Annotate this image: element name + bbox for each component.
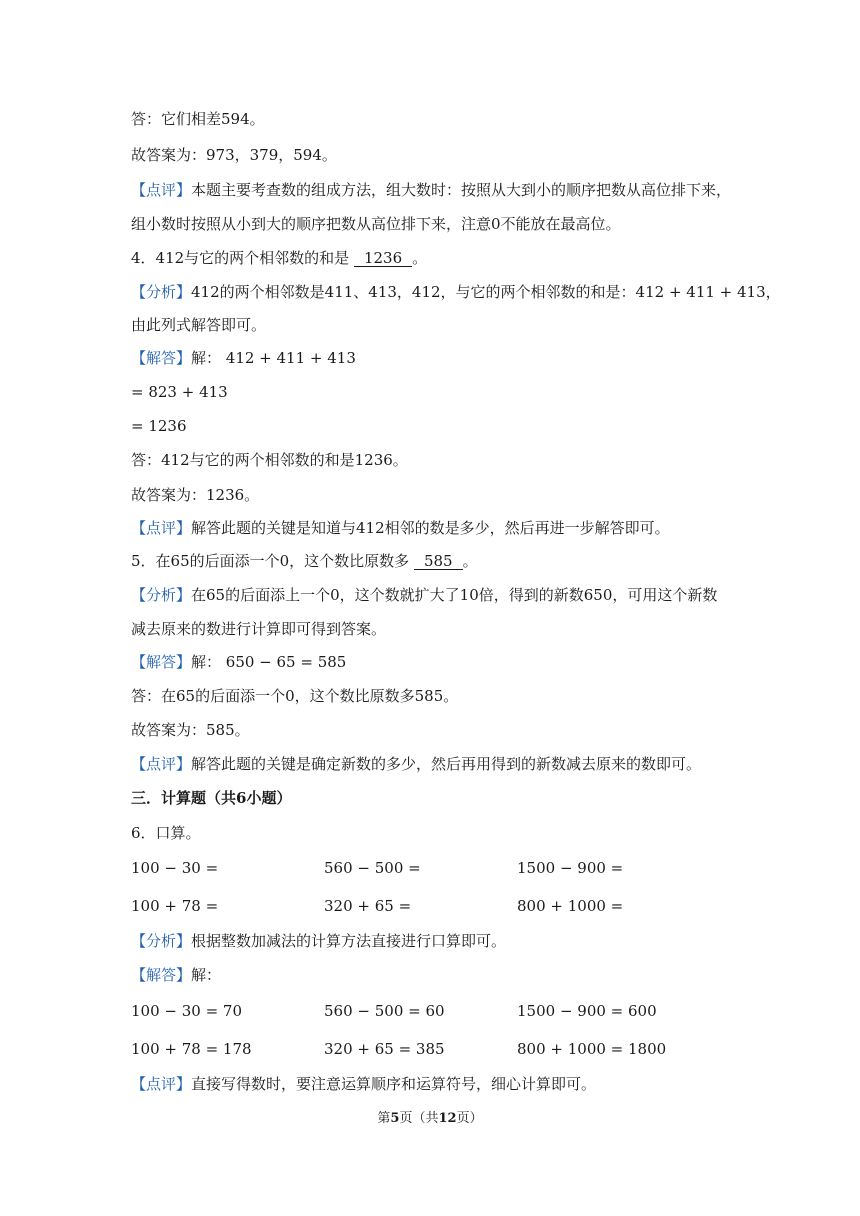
comment-tag: 【点评】 — [131, 755, 192, 773]
analysis-tag: 【分析】 — [131, 283, 192, 301]
comment-text: 解答此题的关键是确定新数的多少，然后再用得到的新数减去原来的数即可。 — [191, 755, 702, 773]
analysis-line — [131, 585, 717, 605]
analysis-text: 在65的后面添上一个0，这个数就扩大了10倍，得到的新数650，可用这个新数 — [191, 586, 718, 604]
comment-text: 解答此题的关键是知道与412相邻的数是多少，然后再进一步解答即可。 — [191, 519, 670, 537]
analysis-tag: 【分析】 — [131, 586, 192, 604]
calc-answer: 1500 − 900 = 600 — [517, 1002, 657, 1020]
comment-line — [131, 180, 731, 200]
calc-problem: 800 + 1000 = — [517, 897, 624, 915]
calc-answer: 100 + 78 = 178 — [131, 1040, 252, 1058]
solution-tag: 【解答】 — [131, 349, 192, 367]
calc-answer: 800 + 1000 = 1800 — [517, 1040, 667, 1058]
footer-page-number: 5 — [390, 1111, 400, 1126]
answer-line: 故答案为：585。 — [131, 721, 250, 739]
footer-total-pages: 12 — [438, 1111, 457, 1126]
analysis-text: 412的两个相邻数是411、413，412，与它的两个相邻数的和是：412 + 411 + 413， — [191, 283, 781, 301]
answer-line: 答：在65的后面添一个0，这个数比原数多585。 — [131, 687, 459, 705]
question-end: 。 — [412, 249, 428, 267]
footer-middle: 页（共 — [399, 1111, 439, 1126]
comment-continuation: 组小数时按照从小到大的顺序把数从高位排下来，注意0不能放在最高位。 — [131, 215, 621, 233]
section-heading: 三．计算题（共6小题） — [131, 789, 292, 807]
question-end: 。 — [462, 552, 478, 570]
calc-problem: 100 + 78 = — [131, 897, 219, 915]
comment-tag: 【点评】 — [131, 181, 192, 199]
calc-answer: 100 − 30 = 70 — [131, 1002, 243, 1020]
comment-tag: 【点评】 — [131, 1075, 192, 1093]
solution-tag: 【解答】 — [131, 966, 192, 984]
analysis-text: 根据整数加减法的计算方法直接进行口算即可。 — [191, 932, 507, 950]
analysis-line — [131, 931, 506, 951]
comment-line — [131, 754, 701, 774]
question-text: 5．在65的后面添一个0，这个数比原数多 — [131, 552, 410, 570]
footer-prefix: 第 — [377, 1111, 391, 1126]
comment-tag: 【点评】 — [131, 519, 192, 537]
solution-tag: 【解答】 — [131, 653, 192, 671]
answer-line: 答：412与它的两个相邻数的和是1236。 — [131, 451, 408, 469]
analysis-line — [131, 282, 781, 302]
solution-text: 解： 650 − 65 = 585 — [191, 653, 347, 671]
solution-line — [131, 965, 221, 985]
question-6: 6．口算。 — [131, 824, 201, 842]
calc-problem: 1500 − 900 = — [517, 859, 624, 877]
solution-line — [131, 652, 346, 672]
comment-text: 直接写得数时，要注意运算顺序和运算符号，细心计算即可。 — [191, 1075, 597, 1093]
question-text: 4．412与它的两个相邻数的和是 — [131, 249, 350, 267]
solution-step: = 823 + 413 — [131, 383, 228, 401]
answer-line: 答：它们相差594。 — [131, 110, 265, 128]
question-5 — [131, 551, 478, 571]
comment-line — [131, 1074, 596, 1094]
calc-problem: 100 − 30 = — [131, 859, 219, 877]
solution-line — [131, 348, 356, 368]
answer-line: 故答案为：973，379，594。 — [131, 146, 337, 164]
answer-blank: 1236 — [354, 250, 412, 267]
solution-step: = 1236 — [131, 417, 187, 435]
comment-line — [131, 518, 670, 538]
calc-problem: 560 − 500 = — [324, 859, 421, 877]
comment-text: 本题主要考查数的组成方法，组大数时：按照从大到小的顺序把数从高位排下来， — [191, 181, 732, 199]
answer-blank: 585 — [414, 553, 463, 570]
question-4 — [131, 248, 427, 268]
solution-text: 解： 412 + 411 + 413 — [191, 349, 356, 367]
answer-line: 故答案为：1236。 — [131, 486, 260, 504]
calc-answer: 320 + 65 = 385 — [324, 1040, 445, 1058]
solution-text: 解： — [191, 966, 222, 984]
calc-problem: 320 + 65 = — [324, 897, 412, 915]
calc-answer: 560 − 500 = 60 — [324, 1002, 445, 1020]
footer-suffix: 页） — [456, 1111, 483, 1126]
analysis-continuation: 由此列式解答即可。 — [131, 316, 267, 334]
analysis-continuation: 减去原来的数进行计算即可得到答案。 — [131, 620, 387, 638]
analysis-tag: 【分析】 — [131, 932, 192, 950]
page-footer — [0, 1110, 860, 1128]
